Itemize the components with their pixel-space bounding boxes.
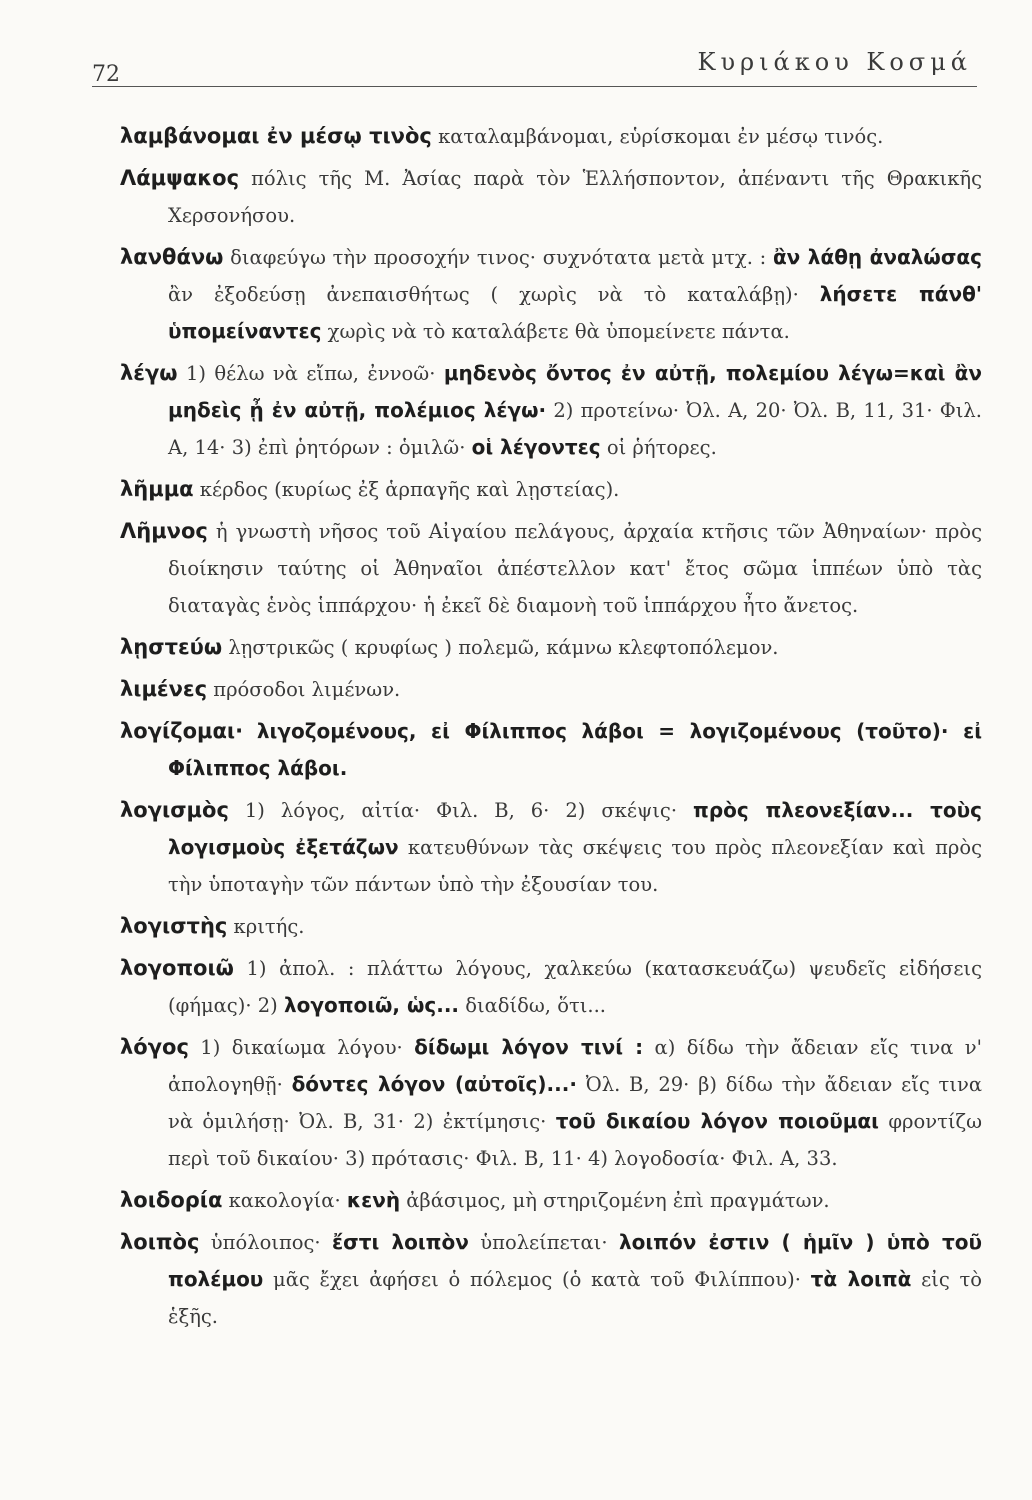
headword: λόγος	[120, 1035, 189, 1059]
header-rule	[92, 86, 977, 87]
definition-text: διαδίδω, ὅτι...	[459, 994, 606, 1017]
dictionary-entry	[120, 355, 982, 466]
quoted-phrase: λοιπόν ἐστιν ( ἡμῖν ) ὑπὸ τοῦ πολέμου	[168, 1230, 982, 1291]
running-head	[92, 48, 972, 88]
definition-text: διαφεύγω τὴν προσοχήν τινος· συχνότατα μετὰ μτχ. :	[223, 246, 773, 269]
headword: λογιστὴς	[120, 914, 228, 938]
dictionary-entry	[120, 1224, 982, 1335]
dictionary-entry	[120, 671, 982, 708]
definition-text: φροντίζω περὶ τοῦ δικαίου· 3) πρότασις· Φιλ. Β, 11· 4) λογοδοσία· Φιλ. Α, 33.	[168, 1110, 982, 1170]
definition-text: 1) θέλω νὰ εἴπω, ἐννοῶ·	[177, 362, 444, 385]
dictionary-entry	[120, 950, 982, 1024]
definition-text: κακολογία·	[222, 1189, 347, 1212]
page-number: 72	[92, 62, 120, 87]
quoted-phrase: τὰ λοιπὰ	[810, 1267, 912, 1291]
quoted-phrase: λογοποιῶ, ὡς...	[283, 993, 460, 1017]
headword: Λάμψακος	[120, 166, 240, 190]
headword: λῃστεύω	[120, 635, 223, 659]
quoted-phrase: τοῦ δικαίου λόγον ποιοῦμαι	[555, 1109, 879, 1133]
definition-text: 1) λόγος, αἰτία· Φιλ. Β, 6· 2) σκέψις·	[228, 799, 694, 822]
quoted-phrase: δόντες λόγον (αὐτοῖς)...·	[291, 1072, 577, 1096]
definition-text: Ὀλ. Β, 29· β) δίδω τὴν ἄδειαν εἴς τινα νὰ ὁμιλήσῃ· Ὀλ. Β, 31· 2) ἐκτίμησις·	[168, 1073, 983, 1133]
definition-text: χωρὶς νὰ τὸ καταλάβετε θὰ ὑπομείνετε πάντα.	[321, 320, 790, 343]
dictionary-entry	[120, 471, 982, 508]
definition-text: 1) δικαίωμα λόγου·	[188, 1036, 415, 1059]
running-title: Κυριάκου Κοσμά	[697, 48, 972, 76]
dictionary-entry	[120, 239, 982, 350]
headword: λιμένες	[120, 677, 208, 701]
definition-text: μᾶς ἔχει ἀφήσει ὁ πόλεμος (ὁ κατὰ τοῦ Φιλίππου)·	[263, 1268, 811, 1291]
dictionary-entry	[120, 713, 982, 787]
definition-text: ὑπολείπεται·	[468, 1231, 619, 1254]
definition-text: ἡ γνωστὴ νῆσος τοῦ Αἰγαίου πελάγους, ἀρχαία κτῆσις τῶν Ἀθηναίων· πρὸς διοίκησιν ταύτης οἱ Ἀθηναῖοι ἀπέστελλον κατ' ἔτος σῶμα ἱππέων ὑπὸ τὰς διαταγὰς ἑνὸς ἱππάρχου· ἡ ἐκεῖ δὲ διαμονὴ τοῦ ἱππάρχου ἦτο ἄνετος.	[168, 520, 982, 617]
entry-list	[120, 118, 982, 1340]
definition-text: πόλις τῆς Μ. Ἀσίας παρὰ τὸν Ἑλλήσποντον, ἀπέναντι τῆς Θρακικῆς Χερσονήσου.	[168, 167, 982, 227]
dictionary-entry	[120, 908, 982, 945]
dictionary-entry	[120, 160, 982, 234]
quoted-phrase: μηδενὸς ὄντος ἐν αὐτῇ, πολεμίου λέγω=καὶ ἂν μηδεὶς ᾖ ἐν αὐτῇ, πολέμιος λέγω·	[168, 361, 982, 422]
definition-text: κατευθύνων τὰς σκέψεις του πρὸς πλεονεξίαν καὶ πρὸς τὴν ὑποταγὴν τῶν πάντων ὑπὸ τὴν ἐξουσίαν του.	[168, 836, 983, 896]
quoted-phrase: λιγοζομένους, εἰ Φίλιππος λάβοι = λογιζομένους (τοῦτο)· εἰ Φίλιππος λάβοι.	[168, 719, 982, 780]
headword: λοιδορία	[120, 1188, 223, 1212]
definition-text: εἰς τὸ ἑξῆς.	[168, 1268, 982, 1328]
headword: λανθάνω	[120, 245, 224, 269]
definition-text: α) δίδω τὴν ἄδειαν εἴς τινα ν' ἀπολογηθῇ·	[168, 1036, 982, 1096]
definition-text: ἂν ἐξοδεύσῃ ἀνεπαισθήτως ( χωρὶς νὰ τὸ καταλάβῃ)·	[168, 283, 820, 306]
quoted-phrase: λήσετε πάνθ' ὑπομείναντες	[168, 282, 982, 343]
quoted-phrase: δίδωμι λόγον τινί :	[414, 1035, 644, 1059]
headword: λοιπὸς	[120, 1230, 200, 1254]
quoted-phrase: ἔστι λοιπὸν	[332, 1230, 469, 1254]
dictionary-entry	[120, 629, 982, 666]
definition-text: ἀβάσιμος, μὴ στηριζομένη ἐπὶ πραγμάτων.	[400, 1189, 830, 1212]
headword: λογισμὸς	[120, 798, 229, 822]
definition-text: 2) προτείνω· Ὀλ. Α, 20· Ὀλ. Β, 11, 31· Φιλ. Α, 14· 3) ἐπὶ ῥητόρων : ὁμιλῶ·	[168, 399, 982, 459]
headword: λέγω	[120, 361, 178, 385]
definition-text: λῃστρικῶς ( κρυφίως ) πολεμῶ, κάμνω κλεφτοπόλεμον.	[222, 636, 779, 659]
definition-text: καταλαμβάνομαι, εὑρίσκομαι ἐν μέσῳ τινός.	[431, 125, 884, 148]
dictionary-entry	[120, 513, 982, 624]
quoted-phrase: πρὸς πλεονεξίαν... τοὺς λογισμοὺς ἐξετάζων	[168, 798, 982, 859]
dictionary-entry	[120, 792, 982, 903]
definition-text: πρόσοδοι λιμένων.	[207, 678, 401, 701]
headword: λογίζομαι·	[120, 719, 244, 743]
headword: λογοποιῶ	[120, 956, 234, 980]
definition-text: 1) ἀπολ. : πλάττω λόγους, χαλκεύω (κατασκευάζω) ψευδεῖς εἰδήσεις (φήμας)· 2)	[168, 957, 982, 1017]
definition-text: κέρδος (κυρίως ἐξ ἁρπαγῆς καὶ λῃστείας).	[193, 478, 620, 501]
quoted-phrase: κενὴ	[346, 1188, 401, 1212]
quoted-phrase: οἱ λέγοντες	[471, 435, 601, 459]
definition-text	[243, 720, 257, 743]
headword: λῆμμα	[120, 477, 194, 501]
dictionary-entry	[120, 1029, 982, 1177]
definition-text: κριτής.	[227, 915, 305, 938]
quoted-phrase: ἂν λάθῃ ἀναλώσας	[772, 245, 982, 269]
headword: Λῆμνος	[120, 519, 208, 543]
dictionary-entry	[120, 118, 982, 155]
headword: λαμβάνομαι ἐν μέσῳ τινὸς	[120, 124, 432, 148]
definition-text: ὑπόλοιπος·	[199, 1231, 333, 1254]
dictionary-entry	[120, 1182, 982, 1219]
definition-text: οἱ ῥήτορες.	[600, 436, 717, 459]
